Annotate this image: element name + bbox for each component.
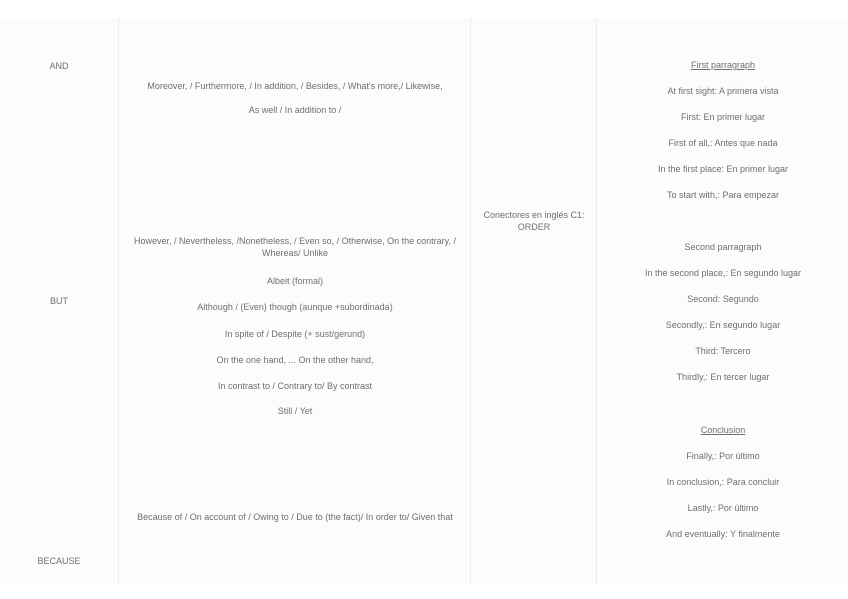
title-column (470, 18, 597, 584)
but-connectors: In contrast to / Contrary to/ By contrast (217, 381, 373, 391)
first-paragraph-heading: First parragraph (690, 60, 756, 70)
category-because: BECAUSE (37, 556, 81, 566)
order-item: In the first place: En primer lugar (657, 164, 789, 174)
order-item: At first sight: A primera vista (667, 86, 779, 96)
and-connectors: Moreover, / Furthermore, / In addition, / Besides, / What's more,/ Likewise, (147, 81, 443, 91)
and-connectors: As well / In addition to / (248, 105, 342, 115)
order-item: First of all,: Antes que nada (668, 138, 778, 148)
order-item: Second: Segundo (687, 294, 759, 304)
order-item: Lastly,: Por último (687, 503, 759, 513)
but-connectors: However, / Nevertheless, /Nonetheless, / Even so, / Otherwise, On the contrary, / Whereas/ Unlike (134, 236, 456, 258)
but-connectors: Still / Yet (277, 406, 313, 416)
order-item: To start with,: Para empezar (666, 190, 780, 200)
category-and: AND (49, 61, 69, 71)
order-title: Conectores en inglés C1: ORDER (483, 210, 585, 232)
category-column (0, 18, 118, 584)
but-connectors: In spite of / Despite (+ sust/gerund) (224, 329, 366, 339)
but-connectors: Although / (Even) though (aunque +subordinada) (197, 302, 393, 312)
conclusion-heading: Conclusion (700, 425, 746, 435)
order-item: Thirdly,: En tercer lugar (676, 372, 770, 382)
order-item: And eventually: Y finalmente (666, 529, 780, 539)
order-item: Finally,: Por último (686, 451, 760, 461)
order-item: In the second place,: En segundo lugar (644, 268, 802, 278)
second-paragraph-heading: Second parragraph (684, 242, 762, 252)
because-connectors: Because of / On account of / Owing to / Due to (the fact)/ In order to/ Given that (137, 512, 453, 522)
category-but: BUT (50, 296, 68, 306)
connectors-table (0, 18, 848, 584)
connectors-column (118, 18, 471, 584)
but-connectors: Albeit (formal) (266, 276, 323, 286)
order-item: Secondly,: En segundo lugar (665, 320, 781, 330)
but-connectors: On the one hand, ... On the other hand, (216, 355, 374, 365)
order-item: In conclusion,: Para concluir (666, 477, 780, 487)
order-column (596, 18, 848, 584)
order-item: Third: Tercero (695, 346, 751, 356)
order-item: First: En primer lugar (680, 112, 766, 122)
